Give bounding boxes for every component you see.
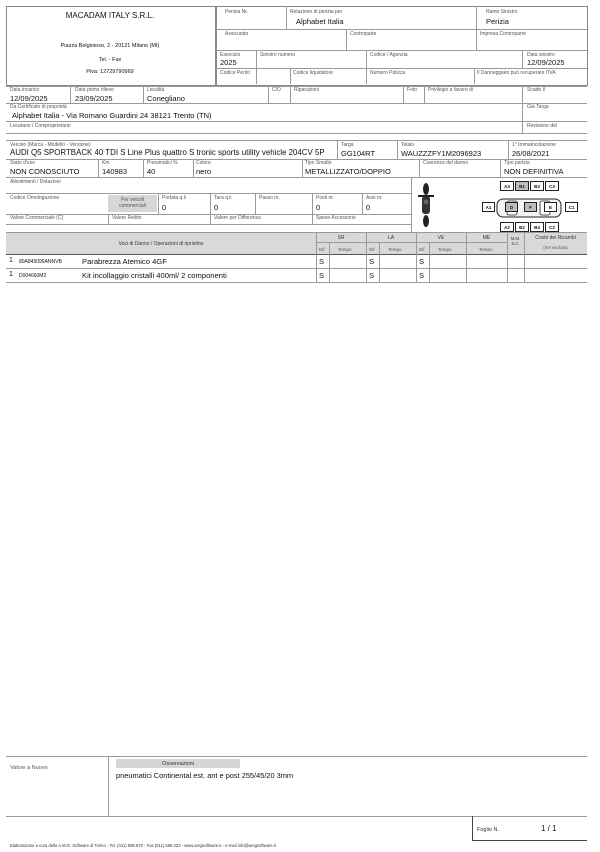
- row2-sr: S: [319, 271, 325, 280]
- motorcycle-icon: [414, 180, 438, 230]
- impresa-label: Impresa Controparte: [480, 31, 526, 37]
- km-value: 140983: [102, 167, 128, 176]
- row2-desc: Kit incollaggio cristalli 400ml/ 2 componenti: [82, 270, 227, 280]
- controparte-label: Controparte: [350, 31, 377, 37]
- costo-sub-label: (IVA esclusa): [543, 245, 568, 250]
- row2-ve: S: [419, 271, 425, 280]
- immatricolazione-label: 1° Immatricolazione: [512, 142, 556, 148]
- damage-zone-B4: B4: [530, 222, 544, 232]
- riparazioni-label: Riparazioni: [294, 87, 320, 93]
- damage-zone-F: F: [524, 202, 537, 212]
- tara-value: 0: [214, 203, 219, 212]
- data-incarico-value: 12/09/2025: [10, 94, 48, 103]
- posti-label: Posti nr.: [316, 195, 335, 201]
- data-sinistro-label: Data sinistro: [527, 52, 555, 58]
- perizia-nr-label: Perizia Nr.: [225, 9, 249, 15]
- omologazione-label: Codice Omologazione: [10, 195, 60, 201]
- numero-polizza-label: Numero Polizza: [370, 70, 406, 76]
- localita-value: Conegliano: [147, 94, 185, 103]
- sinistro-numero-label: Sinistro numero: [260, 52, 296, 58]
- osservazioni-value: pneumatici Continental est. ant e post 255/45/20 3mm: [116, 771, 294, 780]
- voci-header: Voci di Danno / Operazioni di ripristino: [118, 241, 204, 247]
- row1-ve: S: [419, 257, 425, 266]
- pneumatici-value: 40: [147, 167, 156, 176]
- locatario-label: Locatario / Comproprietario: [10, 123, 71, 129]
- allestimenti-label: Allestimenti / Dotazioni: [10, 179, 61, 185]
- gia-targa-label: Già Targa: [527, 104, 549, 110]
- costo-label: Costo dei Ricambi: [535, 235, 576, 241]
- km-label: Km: [102, 160, 110, 166]
- damage-zone-C2: C2: [545, 222, 559, 232]
- damage-zone-D: D: [505, 202, 518, 212]
- foto-label: Foto: [407, 87, 418, 93]
- row2-code: D004660M2: [19, 272, 47, 279]
- codice-perito-label: Codice Perito: [220, 70, 251, 76]
- scadenza-label: Scade il: [527, 87, 545, 93]
- company-tel: Tel. - Fax: [98, 57, 122, 63]
- group-me: ME: [482, 235, 491, 241]
- telaio-label: Telaio: [401, 142, 415, 148]
- primo-rilievo-label: Data primo rilievo: [75, 87, 114, 93]
- row1-qty: 1: [9, 257, 13, 264]
- assi-label: Assi nr.: [366, 195, 383, 201]
- row1-code: 80A845099ANNVB: [19, 258, 62, 265]
- colore-value: nero: [196, 167, 212, 176]
- company-address: Piazza Belgioioso, 2 - 20121 Milano (MI): [60, 43, 160, 49]
- commerciali-label: Per veicoli commerciali: [119, 197, 146, 209]
- assi-value: 0: [366, 203, 371, 212]
- company-name: MACADAM ITALY S.R.L.: [65, 11, 155, 20]
- relazione-value: Alphabet Italia: [296, 17, 344, 26]
- co-label: C/O: [272, 87, 281, 93]
- stato-label: Stato d'uso: [10, 160, 35, 166]
- ms-label: M.M. S.C.: [510, 236, 521, 246]
- group-ve: VE: [437, 235, 445, 241]
- damage-zone-E: E: [544, 202, 557, 212]
- valore-relitto-label: Valore Relitto: [112, 215, 142, 221]
- la-tempo-label: Tempo: [388, 247, 402, 252]
- posti-value: 0: [316, 203, 321, 212]
- localita-label: Località: [147, 87, 165, 93]
- damage-zone-B1: B1: [515, 181, 529, 191]
- damage-zone-C3: C3: [545, 181, 559, 191]
- revisione-label: Revisione del: [527, 123, 558, 129]
- damage-zone-B2: B2: [515, 222, 529, 232]
- portata-label: Portata q.li: [162, 195, 186, 201]
- primo-rilievo-value: 23/09/2025: [75, 94, 113, 103]
- colore-label: Colore: [196, 160, 211, 166]
- data-incarico-label: Data incarico: [10, 87, 40, 93]
- sr-tempo-label: Tempo: [338, 247, 352, 252]
- smalto-value: METALLIZZATO/DOPPIO: [305, 167, 391, 176]
- spese-label: Spese Accessorie: [316, 215, 356, 221]
- valore-nuovo-label: Valore a Nuovo: [10, 765, 48, 771]
- pneumatici-label: Pneumatici %: [147, 160, 178, 166]
- row1-desc: Parabrezza Atemico 4GF: [82, 256, 167, 266]
- stato-value: NON CONOSCIUTO: [10, 167, 80, 176]
- targa-label: Targa: [341, 142, 354, 148]
- row2-la: S: [369, 271, 375, 280]
- privilegio-label: Privilegio a favore di: [428, 87, 474, 93]
- valore-differenza-label: Valore per Differenza: [214, 215, 261, 221]
- coerenza-label: Coerenza del danno: [423, 160, 469, 166]
- modello-label: Veicolo (Marca - Modello - Versione): [10, 142, 91, 148]
- relazione-label: Relazione di perizia per: [290, 9, 343, 15]
- ve-tempo-label: Tempo: [438, 247, 452, 252]
- osservazioni-label: Osservazioni: [162, 760, 194, 767]
- tara-label: Tara q.li: [214, 195, 232, 201]
- me-tempo-label: Tempo: [479, 247, 493, 252]
- targa-value: GG104RT: [341, 149, 376, 158]
- codice-liquidatore-label: Codice liquidatore: [293, 70, 334, 76]
- portata-value: 0: [162, 203, 167, 212]
- elaborazione-text: Elaborazione a cura della A.M.G. Software di Torino - Tel. (011) 598.870 - Fax (011) 595.323 - www.amgsoftware.it - e-mail info@amgsoftware.it: [10, 843, 277, 848]
- ve-dif-label: Dif: [419, 247, 425, 252]
- esercizio-value: 2025: [220, 58, 237, 67]
- perizia-tipo-label: Tipo perizia: [504, 160, 530, 166]
- telaio-value: WAUZZZFY1M2096923: [401, 149, 482, 158]
- damage-zone-A3: A3: [500, 181, 514, 191]
- modello-value: AUDI Q5 SPORTBACK 40 TDI S Line Plus quattro S tronic sports utility vehicle 204CV 5P: [10, 148, 325, 157]
- foglio-label: Foglio N.: [477, 827, 500, 833]
- danneggiato-iva-label: Il Danneggiato può recuperare l'IVA: [477, 70, 556, 76]
- sr-dif-label: Dif: [319, 247, 325, 252]
- row1-sr: S: [319, 257, 325, 266]
- group-la: LA: [387, 235, 395, 241]
- ramo-value: Perizia: [486, 17, 509, 26]
- group-sr: SR: [337, 235, 345, 241]
- damage-zone-A2: A2: [500, 222, 514, 232]
- row2-qty: 1: [9, 271, 13, 278]
- company-piva: Piva: 12729790969: [86, 69, 134, 75]
- la-dif-label: Dif: [369, 247, 375, 252]
- certificato-label: Da Certificato di proprietà: [10, 104, 67, 110]
- ramo-label: Ramo Sinistro: [486, 9, 518, 15]
- esercizio-label: Esercizio: [220, 52, 241, 58]
- immatricolazione-value: 26/08/2021: [512, 149, 550, 158]
- valore-commerciale-label: Valore Commerciale (C): [10, 215, 64, 221]
- foglio-value: 1 / 1: [541, 824, 557, 833]
- codice-agenzia-label: Codice / Agenzia: [370, 52, 408, 58]
- data-sinistro-value: 12/09/2025: [527, 58, 565, 67]
- passo-label: Passo m.: [259, 195, 280, 201]
- damage-zone-A1: A1: [482, 202, 495, 212]
- smalto-label: Tipo Smalto: [305, 160, 332, 166]
- damage-zone-C1: C1: [565, 202, 578, 212]
- row1-la: S: [369, 257, 375, 266]
- certificato-value: Alphabet Italia - Via Romano Guardini 24 38121 Trento (TN): [12, 111, 212, 120]
- perizia-tipo-value: NON DEFINITIVA: [504, 167, 564, 176]
- damage-zone-B3: B3: [530, 181, 544, 191]
- assicurato-label: Assicurato: [225, 31, 249, 37]
